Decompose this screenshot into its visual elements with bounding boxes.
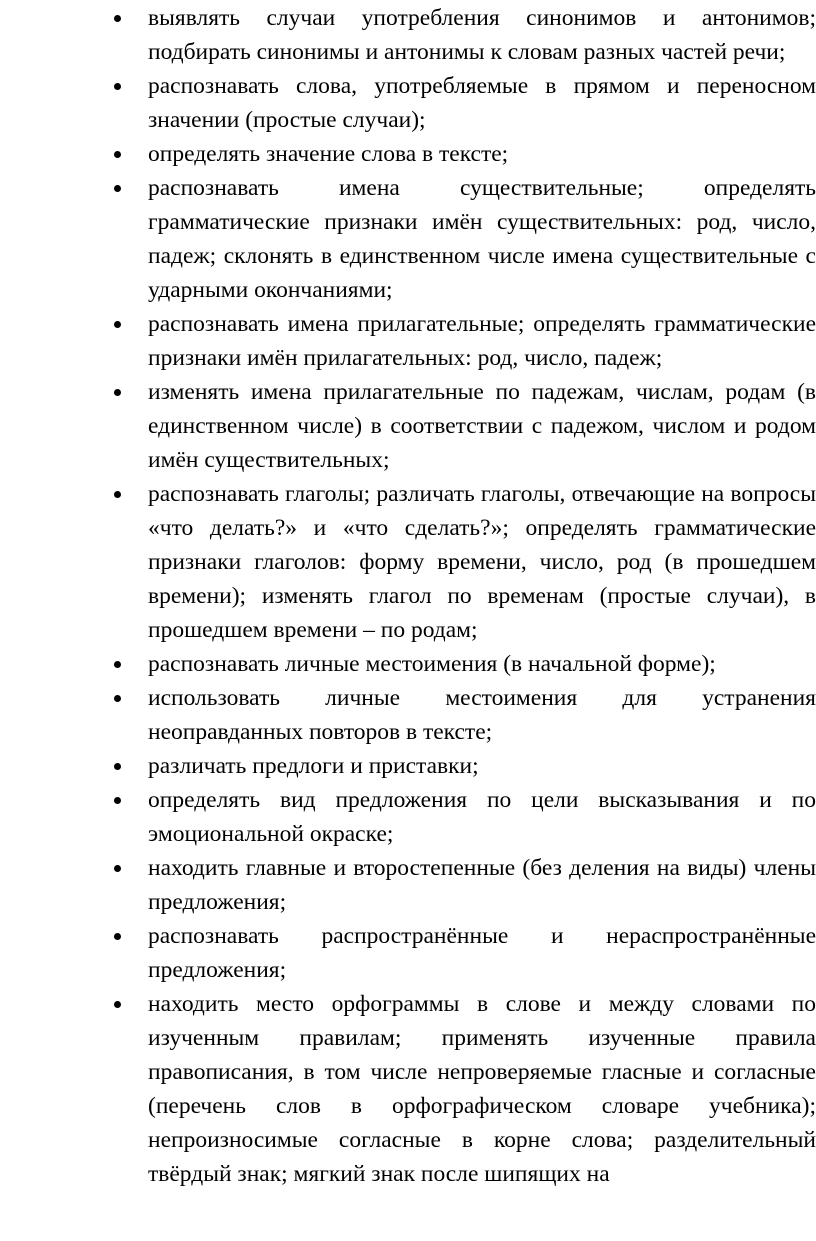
list-item-text: различать предлоги и приставки;	[148, 753, 479, 779]
list-item-text: изменять имена прилагательные по падежам, числам, родам (в единственном числе) в соответствии с падежом, числом и родом имён существительных;	[148, 379, 816, 473]
bullet-icon	[114, 797, 121, 804]
list-item-text: определять вид предложения по цели высказывания и по эмоциональной окраске;	[148, 787, 816, 847]
list-item	[114, 307, 816, 375]
bullet-icon	[114, 865, 121, 872]
list-item	[114, 477, 816, 647]
bullet-icon	[114, 389, 121, 396]
bullet-icon	[114, 15, 121, 22]
list-item-text: находить место орфограммы в слове и между словами по изученным правилам; применять изученные правила правописания, в том числе непроверяемые гласные и согласные (перечень слов в орфографическом словаре учебника); непроизносимые согласные в корне слова; разделительный твёрдый знак; мягкий знак после шипящих на	[148, 991, 816, 1187]
list-item	[114, 69, 816, 137]
list-item	[114, 919, 816, 987]
bullet-icon	[114, 491, 121, 498]
list-item	[114, 1, 816, 69]
list-item	[114, 681, 816, 749]
list-item	[114, 647, 816, 681]
list-item-text: выявлять случаи употребления синонимов и антонимов; подбирать синонимы и антонимы к словам разных частей речи;	[148, 5, 816, 65]
list-item	[114, 851, 816, 919]
bullet-icon	[114, 695, 121, 702]
list-item	[114, 987, 816, 1191]
list-item-text: распознавать распространённые и нераспространённые предложения;	[148, 923, 816, 983]
list-item-text: распознавать глаголы; различать глаголы, отвечающие на вопросы «что делать?» и «что сделать?»; определять грамматические признаки глаголов: форму времени, число, род (в прошедшем времени); изменять глагол по временам (простые случаи), в прошедшем времени – по родам;	[148, 481, 816, 643]
list-item	[114, 171, 816, 307]
list-item-text: распознавать слова, употребляемые в прямом и переносном значении (простые случаи);	[148, 73, 816, 133]
bullet-icon	[114, 321, 121, 328]
list-item-text: распознавать имена существительные; определять грамматические признаки имён существительных: род, число, падеж; склонять в единственном числе имена существительные с ударными окончаниями;	[148, 175, 816, 303]
bullet-icon	[114, 151, 121, 158]
list-item-text: распознавать имена прилагательные; определять грамматические признаки имён прилагательных: род, число, падеж;	[148, 311, 816, 371]
list-item	[114, 749, 816, 783]
bullet-icon	[114, 83, 121, 90]
list-item-text: распознавать личные местоимения (в начальной форме);	[148, 651, 716, 677]
list-item	[114, 137, 816, 171]
list-item	[114, 783, 816, 851]
list-item	[114, 375, 816, 477]
bullet-list	[114, 1, 816, 1191]
bullet-icon	[114, 1001, 121, 1008]
bullet-icon	[114, 763, 121, 770]
bullet-icon	[114, 661, 121, 668]
list-item-text: использовать личные местоимения для устранения неоправданных повторов в тексте;	[148, 685, 816, 745]
bullet-icon	[114, 185, 121, 192]
list-item-text: определять значение слова в тексте;	[148, 141, 509, 167]
bullet-icon	[114, 933, 121, 940]
list-item-text: находить главные и второстепенные (без деления на виды) члены предложения;	[148, 855, 816, 915]
